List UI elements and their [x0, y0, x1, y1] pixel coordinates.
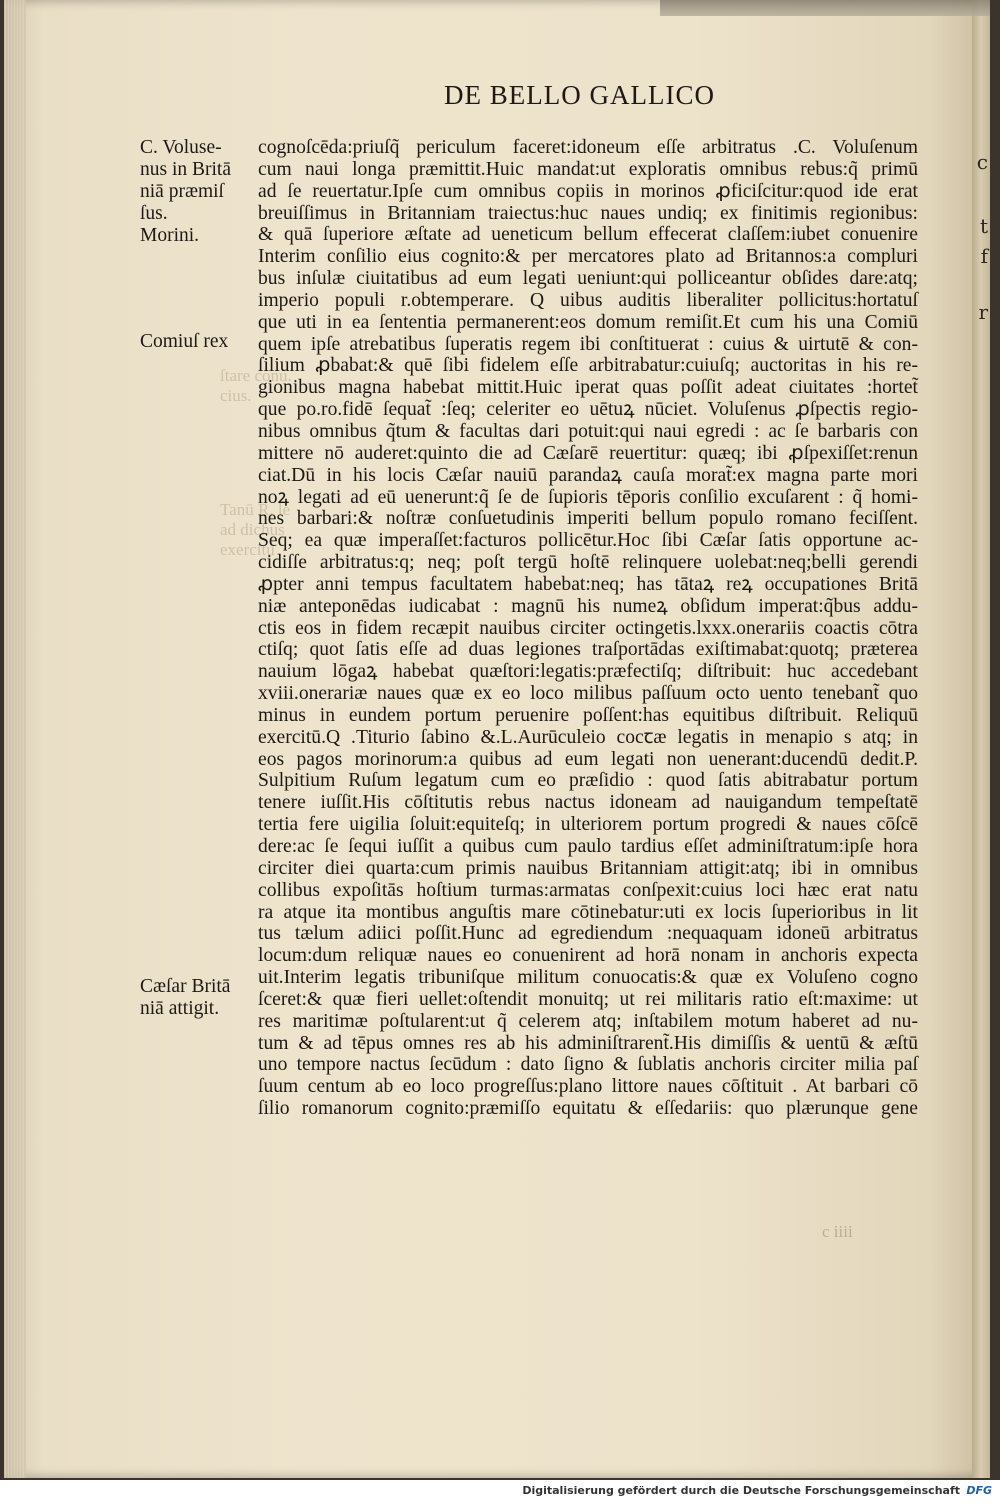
page-edges: [4, 0, 26, 1478]
dfg-credit: Digitalisierung gefördert durch die Deutsche Forschungsgemeinschaft: [522, 1484, 960, 1497]
next-leaf-mark: r: [978, 300, 988, 324]
text-line: Interim conſilio eius cognito:& per mercatores plato ad Britannos:a compluri: [258, 246, 918, 268]
text-line: res maritimæ poſtularent:ut q̃ celerem atq; inſtabilem motum haberet ad nu-: [258, 1010, 918, 1032]
text-line: dere:ac ſe ſequi iuſſit a quibus cum paulo tardius eſſet adminiſtratum:ipſe hora: [258, 836, 918, 857]
show-through-note: Tanū R. le ad dichus exercitu: [220, 500, 291, 559]
margin-note-volusenus: C. Voluse- nus in Britā niā præmiſ ſus. Morini.: [140, 137, 231, 246]
text-line: circiter diei quarta:cum primis nauibus Britanniam attigit:atq; ibi in omnibus: [258, 857, 918, 879]
text-line: & quā ſuperiore æſtate ad ueneticum bellum effecerat claſſem:iubet conuenire: [258, 224, 918, 246]
text-line: xviii.onerariæ naues quæ ex eo loco milibus paſſuum octo uento tenebant̃ quo: [258, 683, 918, 705]
next-leaf-mark: c: [976, 150, 988, 174]
text-line: Seq; ea quæ imperaſſet:facturos pollicētur.Hoc ſibi Cæſar ſatis opportune ac-: [258, 530, 918, 552]
margin-note-caesar: Cæſar Britā niā attigit.: [140, 976, 231, 1019]
text-line: minus in eundem portum peruenire poſſent:has equitibus diſtribuit. Reliquū: [258, 704, 918, 726]
text-line: collibus expoſitās hoſtium turmas:armatas conſpexit:cuius loci hæc erat natu: [258, 879, 918, 901]
text-line: eos pagos morinorum:a quibus ad eum legati non uenerant:ducendū dedit.P.: [258, 748, 918, 770]
text-line: nibus omnibus q̃tum & facultas dari potuit:qui naui egredi : ac ſe barbaris con: [258, 420, 918, 442]
text-line: niæ anteponēdas iudicabat : magnū his numeꝝ obſidum imperat:q̃bus addu-: [258, 595, 918, 617]
main-text-column: [258, 137, 918, 1120]
text-line: tum & ad tēpus omnes res ab his adminiſtrarent̃.His dimiſſis & uentū & æſtū: [258, 1032, 918, 1054]
signature-mark: c iiii: [822, 1222, 853, 1241]
text-line: exercitū.Q .Titurio ſabino &.L.Aurūculeio cocꞇæ legatis in menapio s atq; in: [258, 726, 918, 748]
text-line: cum naui longa præmittit.Huic mandat:ut exploratis omnibus rebus:q̃ primū: [258, 158, 918, 180]
text-line: mittere nō auderet:quinto die ad Cæſarē reuertitur: quæq; ibi ꝓſpexiſſet:renun: [258, 442, 918, 464]
text-line: nes barbari:& noſtræ conſuetudinis imperiti bellum populo romano feciſſent.: [258, 508, 918, 530]
text-line: uit.Interim legatis tribuniſque militum conuocatis:& quæ ex Voluſeno cogno: [258, 967, 918, 989]
text-line: ra atque ita montibus anguſtis mare cōtinebatur:uti ex locis ſuperioribus in lit: [258, 901, 918, 923]
text-line: Sulpitium Ruſum legatum cum eo præſidio : quod ſatis abitrabatur portum: [258, 770, 918, 792]
text-line: gionibus magna habebat mittit.Huic iperat quas poſſit adeat ciuitates :hortet̃: [258, 377, 918, 399]
text-line: tertia fere uigilia ſoluit:equiteſq; in ulteriorem portum progredi & naues cōſcē: [258, 814, 918, 836]
text-line: ctis eos in fidem recæpit nauibus circiter octingetis.lxxx.onerariis coactis cōtra: [258, 617, 918, 639]
text-line: ꝓpter anni tempus facultatem habebat:neq; has tātaꝝ reꝝ occupationes Britā: [258, 573, 918, 595]
text-line: que uti in ea ſententia permanerent:eos domum remiſit.Et cum his una Comiū: [258, 311, 918, 333]
text-line: tus tælum adiici poſſit.Hunc ad egrediendum :nequaquam idoneū arbitratus: [258, 923, 918, 945]
dfg-logo: DFG: [966, 1484, 992, 1497]
text-line: cognoſcēda:priuſq̃ periculum faceret:idoneum eſſe arbitratus .C. Voluſenum: [258, 137, 918, 158]
text-line: uno tempore nactus ſecūdum : dato ſigno & ſublatis anchoris circiter milia paſ: [258, 1054, 918, 1076]
text-line: ad ſe reuertatur.Ipſe cum omnibus copiis in morinos ꝓficiſcitur:quod ide erat: [258, 180, 918, 202]
text-line: bus inſulæ ciuitatibus ad eum legati ueniunt:qui polliceantur obſides dare:atq;: [258, 268, 918, 290]
text-line: ſilium ꝓbabat:& quē ſibi fidelem eſſe arbitrabatur:cuiuſq; auctoritas in his re-: [258, 355, 918, 377]
text-line: breuiſſimus in Britanniam traiectus:huc naues undiq; ex finitimis regionibus:: [258, 202, 918, 224]
text-line: cidiſſe arbitratus:q; neq; poſt tergū hoſtē relinquere uolebat:neq;belli gerendi: [258, 552, 918, 574]
text-line: nauium lōgaꝝ habebat quæſtori:legatis:præfectiſq; diſtribuit: huc accedebant: [258, 661, 918, 683]
text-line: ſuum centum ab eo loco progreſſus:plano littore naues cōſtituit . At barbari cō: [258, 1076, 918, 1098]
text-line: quem ipſe atrebatibus ſuperatis regem ibi conſtituerat : cuius & uirtutē & con-: [258, 333, 918, 355]
text-line: ſilio romanorum cognito:præmiſſo equitatu & eſſedariis: quo plærunque gene: [258, 1098, 918, 1120]
next-leaf-mark: f: [980, 244, 988, 268]
text-line: imperio populi r.obtemperare. Q uibus auditis liberaliter pollicitus:hortatuſ: [258, 289, 918, 311]
text-line: noꝝ legati ad eū uenerunt:q̃ ſe de ſupioris tēporis conſilio excuſarent : q̃ homi-: [258, 486, 918, 508]
binding-tape: [660, 0, 990, 16]
text-line: que po.ro.fidē ſequat̃ :ſeq; celeriter eo uētuꝝ nūciet. Voluſenus ꝓſpectis regio-: [258, 399, 918, 421]
text-line: ctiſq; quot ſatis eſſe ad duas legiones traſportādas exiſtimabat:quotq; præterea: [258, 639, 918, 661]
text-line: tenere iuſſit.His cōſtitutis rebus nactus idoneam ad nauigandum tempeſtatē: [258, 792, 918, 814]
running-head: DE BELLO GALLICO: [444, 80, 715, 110]
margin-note-comius: Comiuſ rex: [140, 331, 229, 352]
text-line: locum:dum reliquæ naues eo conuenirent ad horā nonam in anchoris expecta: [258, 945, 918, 967]
text-line: ſceret:& quæ fieri uellet:oſtendit monuitq; ut rei militaris ratio eſt:maxime: ut: [258, 988, 918, 1010]
next-leaf-mark: t: [979, 214, 988, 238]
show-through-note: ſtare conu. cius.: [220, 366, 292, 405]
text-line: ciat.Dū in his locis Cæſar nauiū parandaꝝ cauſa morat̃:ex magna parte mori: [258, 464, 918, 486]
gutter: [972, 0, 990, 1478]
